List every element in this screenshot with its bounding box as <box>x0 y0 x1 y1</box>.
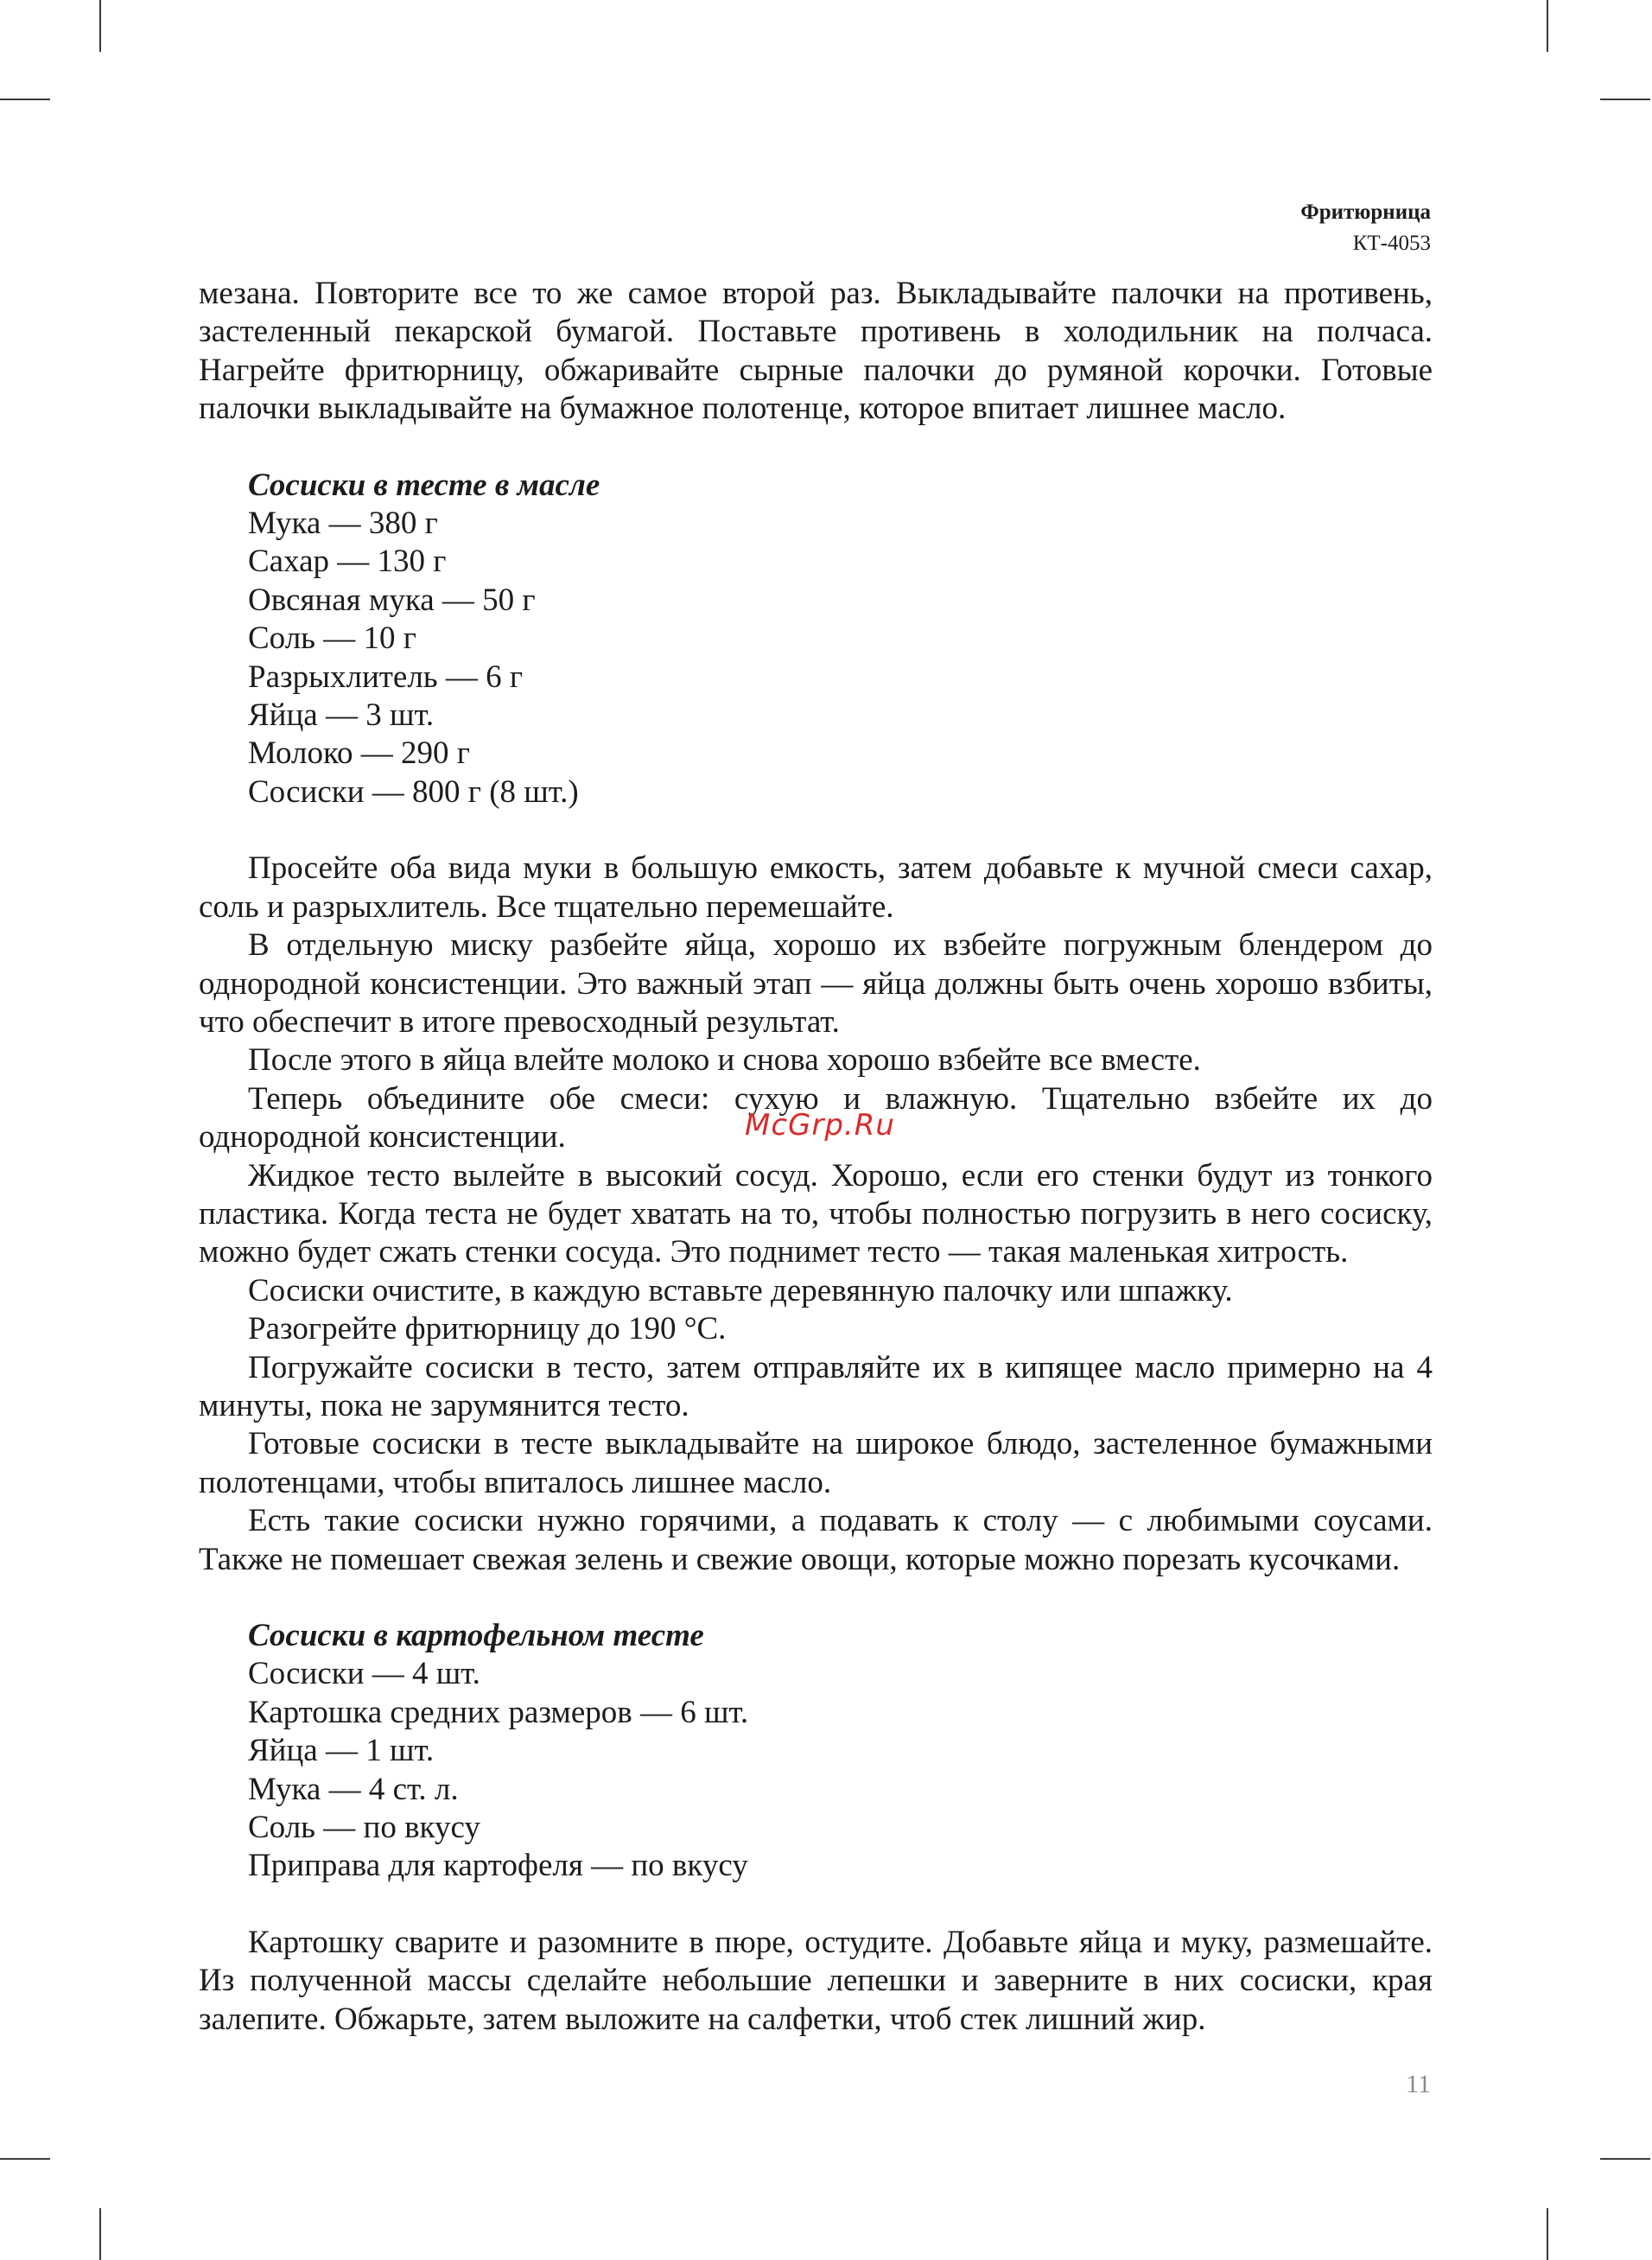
ingredient-item: Яйца — 1 шт. <box>248 1733 435 1769</box>
crop-mark <box>99 2208 101 2260</box>
watermark: McGrp.Ru <box>745 1108 895 1143</box>
spacer <box>199 812 1433 850</box>
ingredient-item: Соль — 10 г <box>248 621 416 657</box>
crop-mark <box>99 0 101 52</box>
crop-mark <box>1547 0 1548 52</box>
instruction-paragraph: Теперь объедините обе смеси: сухую и влажную. Тщательно взбейте их до однородной консистенции. <box>199 1080 1433 1155</box>
instruction-paragraph: Разогрейте фритюрницу до 190 °C. <box>248 1311 727 1347</box>
header-model: КТ-4053 <box>1352 232 1431 255</box>
instruction-paragraph: Просейте оба вида муки в большую емкость, затем добавьте к мучной смеси сахар, соль и разрыхлитель. Все тщательно перемешайте. <box>199 850 1433 925</box>
ingredient-item: Разрыхлитель — 6 г <box>248 659 524 695</box>
instruction-paragraph: Картошку сварите и разомните в пюре, остудите. Добавьте яйца и муку, размешайте. Из полученной массы сделайте небольшие лепешки и заверните в них сосиски, края залепите. Обжарьте, затем выложите на салфетки, чтоб стек лишний жир. <box>199 1924 1433 2037</box>
ingredient-item: Сосиски — 800 г (8 шт.) <box>248 773 579 810</box>
ingredient-list <box>199 1655 1433 1885</box>
spacer <box>199 1886 1433 1924</box>
recipe-title: Сосиски в тесте в масле <box>248 467 600 503</box>
instruction-paragraph: Есть такие сосиски нужно горячими, а подавать к столу — с любимыми соусами. Также не помешает свежая зелень и свежие овощи, которые можно порезать кусочками. <box>199 1503 1433 1577</box>
crop-mark <box>1600 2158 1650 2160</box>
ingredient-item: Сосиски — 4 шт. <box>248 1656 480 1692</box>
ingredient-list <box>199 505 1433 812</box>
instruction-paragraph: В отдельную миску разбейте яйца, хорошо их взбейте погружным блендером до однородной консистенции. Это важный этап — яйца должны быть очень хорошо взбиты, что обеспечит в итоге превосходный результат. <box>199 927 1433 1040</box>
page-number: 11 <box>1406 2070 1431 2098</box>
ingredient-item: Картошка средних размеров — 6 шт. <box>248 1694 749 1730</box>
ingredient-item: Соль — по вкусу <box>248 1810 480 1846</box>
intro-paragraph: мезана. Повторите все то же самое второй раз. Выкладывайте палочки на противень, застеленный пекарской бумагой. Поставьте противень в холодильник на полчаса. Нагрейте фритюрницу, обжаривайте сырные палочки до румяной корочки. Готовые палочки выкладывайте на бумажное полотенце, которое впитает лишнее масло. <box>199 276 1433 427</box>
running-header <box>1300 197 1431 259</box>
page-content <box>199 275 1433 2039</box>
ingredient-item: Приправа для картофеля — по вкусу <box>248 1848 748 1884</box>
ingredient-item: Сахар — 130 г <box>248 544 447 580</box>
crop-mark <box>0 99 50 100</box>
ingredient-item: Яйца — 3 шт. <box>248 697 435 734</box>
recipe-title: Сосиски в картофельном тесте <box>248 1618 704 1653</box>
crop-mark <box>1547 2208 1548 2260</box>
crop-mark <box>1600 99 1650 100</box>
instruction-paragraph: Погружайте сосиски в тесто, затем отправляйте их в кипящее масло примерно на 4 минуты, пока не зарумянится тесто. <box>199 1349 1433 1423</box>
spacer <box>199 1579 1433 1617</box>
ingredient-item: Мука — 4 ст. л. <box>248 1771 459 1807</box>
instruction-paragraph: После этого в яйца влейте молоко и снова хорошо взбейте все вместе. <box>248 1042 1201 1079</box>
crop-mark <box>0 2158 50 2160</box>
ingredient-item: Мука — 380 г <box>248 506 438 542</box>
ingredient-item: Молоко — 290 г <box>248 735 470 772</box>
header-product: Фритюрница <box>1300 201 1431 224</box>
ingredient-item: Овсяная мука — 50 г <box>248 582 536 618</box>
instruction-paragraph: Готовые сосиски в тесте выкладывайте на широкое блюдо, застеленное бумажными полотенцами, чтобы впиталось лишнее масло. <box>199 1426 1433 1500</box>
instruction-paragraph: Сосиски очистите, в каждую вставьте деревянную палочку или шпажку. <box>248 1272 1233 1308</box>
spacer <box>199 429 1433 467</box>
instruction-paragraph: Жидкое тесто вылейте в высокий сосуд. Хорошо, если его стенки будут из тонкого пластика. Когда теста не будет хватать на то, чтобы полностью погрузить в него сосиску, можно будет сжать стенки сосуда. Это поднимет тесто — такая маленькая хитрость. <box>199 1157 1433 1270</box>
